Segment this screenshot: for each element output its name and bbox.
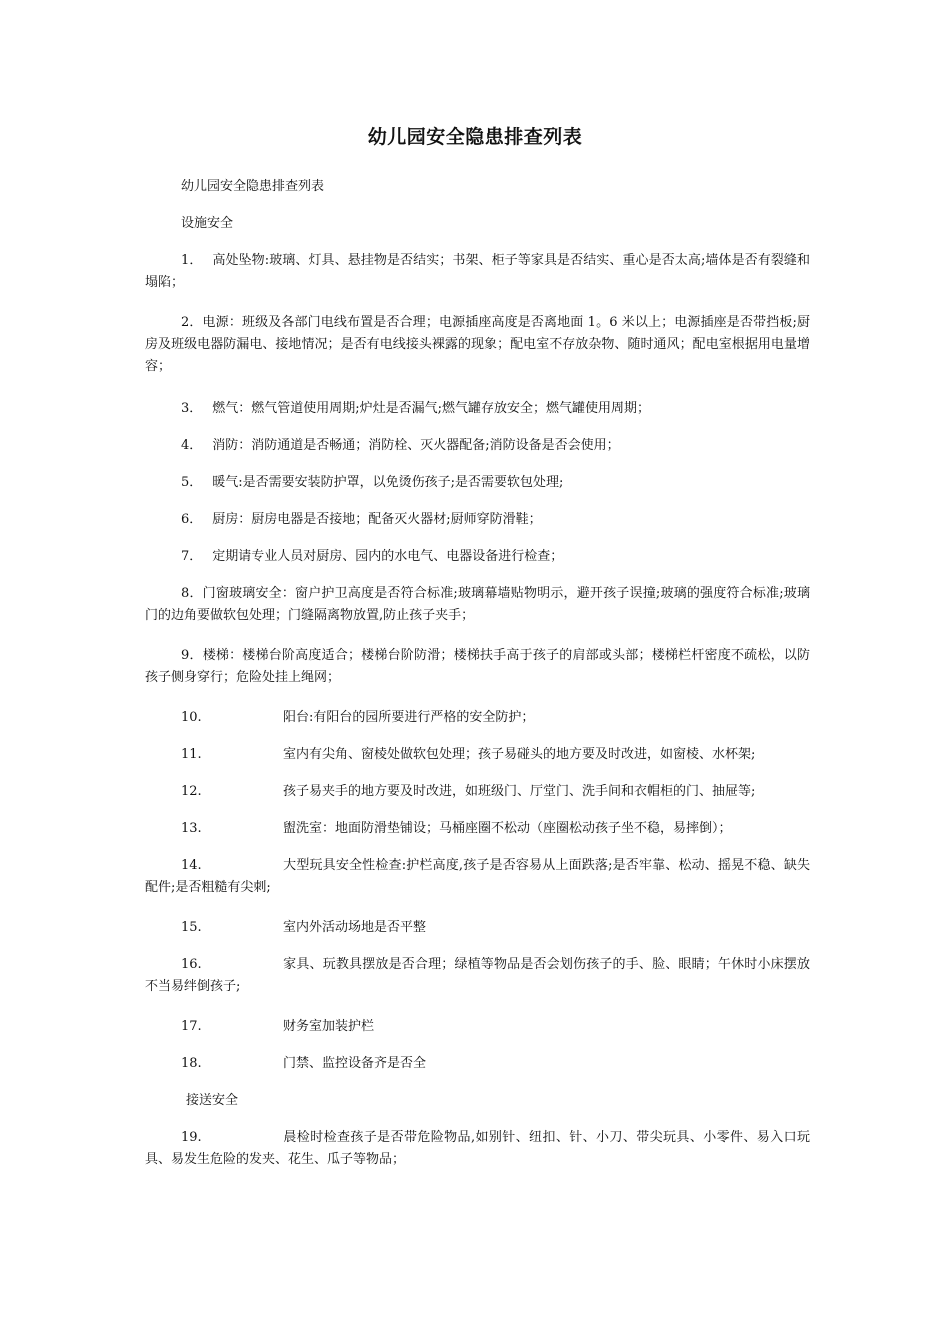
item-text: 晨检时检查孩子是否带危险物品,如别针、纽扣、针、小刀、带尖玩具、小零件、易入口玩具、易发生危险的发夹、花生、瓜子等物品； xyxy=(145,1130,810,1167)
item-text: 室内有尖角、窗棱处做软包处理；孩子易碰头的地方要及时改进，如窗棱、水杯架; xyxy=(283,747,756,762)
list-item xyxy=(145,818,810,840)
item-number: 9． xyxy=(181,648,203,663)
list-item xyxy=(145,781,815,803)
item-number: 18. xyxy=(181,1056,202,1071)
item-number: 3． xyxy=(181,401,203,416)
item-text: 燃气：燃气管道使用周期;炉灶是否漏气;燃气罐存放安全；燃气罐使用周期； xyxy=(212,401,651,416)
list-item xyxy=(145,312,810,378)
list-item xyxy=(145,398,810,420)
item-text: 阳台:有阳台的园所要进行严格的安全防护； xyxy=(283,710,535,725)
section-heading-pickup: 接送安全 xyxy=(186,1093,239,1108)
subtitle: 幼儿园安全隐患排查列表 xyxy=(181,179,325,194)
list-item xyxy=(145,744,810,766)
item-number: 15. xyxy=(181,920,202,935)
list-item xyxy=(145,1016,810,1038)
item-text: 盥洗室：地面防滑垫铺设；马桶座圈不松动（座圈松动孩子坐不稳，易摔倒）； xyxy=(283,821,732,836)
item-number: 11. xyxy=(181,747,202,762)
list-item xyxy=(145,954,810,998)
item-number: 13. xyxy=(181,821,202,836)
list-item xyxy=(145,917,810,939)
item-number: 5． xyxy=(181,475,203,490)
list-item xyxy=(145,509,810,531)
list-item xyxy=(145,645,810,689)
list-item xyxy=(145,435,810,457)
item-number: 2． xyxy=(181,315,203,330)
item-number: 1． xyxy=(181,253,203,268)
item-number: 12. xyxy=(181,784,202,799)
item-text: 室内外活动场地是否平整 xyxy=(283,920,427,935)
list-item xyxy=(145,583,810,627)
item-number: 16. xyxy=(181,957,202,972)
item-text: 楼梯：楼梯台阶高度适合；楼梯台阶防滑；楼梯扶手高于孩子的肩部或头部；楼梯栏杆密度不疏松，以防孩子侧身穿行；危险处挂上绳网； xyxy=(145,648,810,685)
page-title: 幼儿园安全隐患排查列表 xyxy=(367,126,583,148)
item-text: 门禁、监控设备齐是否全 xyxy=(283,1056,427,1071)
item-number: 17. xyxy=(181,1019,202,1034)
item-text: 消防：消防通道是否畅通；消防栓、灭火器配备;消防设备是否会使用； xyxy=(212,438,620,453)
list-item xyxy=(145,472,810,494)
item-number: 19. xyxy=(181,1130,202,1145)
list-item xyxy=(145,250,810,294)
item-text: 高处坠物:玻璃、灯具、悬挂物是否结实；书架、柜子等家具是否结实、重心是否太高;墙体是否有裂缝和塌陷； xyxy=(145,253,810,290)
list-item xyxy=(145,1127,810,1171)
item-text: 家具、玩教具摆放是否合理；绿植等物品是否会划伤孩子的手、脸、眼睛；午休时小床摆放不当易绊倒孩子; xyxy=(145,957,810,994)
section-heading-facility: 设施安全 xyxy=(181,216,234,231)
list-item xyxy=(145,1053,810,1075)
item-number: 14. xyxy=(181,858,202,873)
item-number: 6． xyxy=(181,512,203,527)
item-number: 7． xyxy=(181,549,203,564)
list-item xyxy=(145,707,810,729)
item-text: 厨房：厨房电器是否接地；配备灭火器材;厨师穿防滑鞋； xyxy=(212,512,542,527)
item-text: 门窗玻璃安全：窗户护卫高度是否符合标准;玻璃幕墙贴物明示，避开孩子误撞;玻璃的强度符合标准;玻璃门的边角要做软包处理；门缝隔离物放置,防止孩子夹手； xyxy=(145,586,810,623)
item-text: 定期请专业人员对厨房、园内的水电气、电器设备进行检查； xyxy=(212,549,564,564)
item-text: 孩子易夹手的地方要及时改进，如班级门、厅堂门、洗手间和衣帽柜的门、抽屉等; xyxy=(283,784,756,799)
item-number: 10. xyxy=(181,710,202,725)
item-text: 暖气:是否需要安装防护罩，以免烫伤孩子;是否需要软包处理; xyxy=(212,475,564,490)
item-number: 8． xyxy=(181,586,203,601)
item-text: 财务室加装护栏 xyxy=(283,1019,375,1034)
list-item xyxy=(145,855,810,899)
item-text: 大型玩具安全性检查:护栏高度,孩子是否容易从上面跌落;是否牢靠、松动、摇晃不稳、缺失配件;是否粗糙有尖刺; xyxy=(145,858,810,895)
list-item xyxy=(145,546,810,568)
item-text: 电源：班级及各部门电线布置是否合理；电源插座高度是否离地面 1。6 米以上；电源插座是否带挡板;厨房及班级电器防漏电、接地情况；是否有电线接头裸露的现象；配电室不存放杂物、随时通风；配电室根据用电量增容； xyxy=(145,315,810,374)
item-number: 4． xyxy=(181,438,203,453)
